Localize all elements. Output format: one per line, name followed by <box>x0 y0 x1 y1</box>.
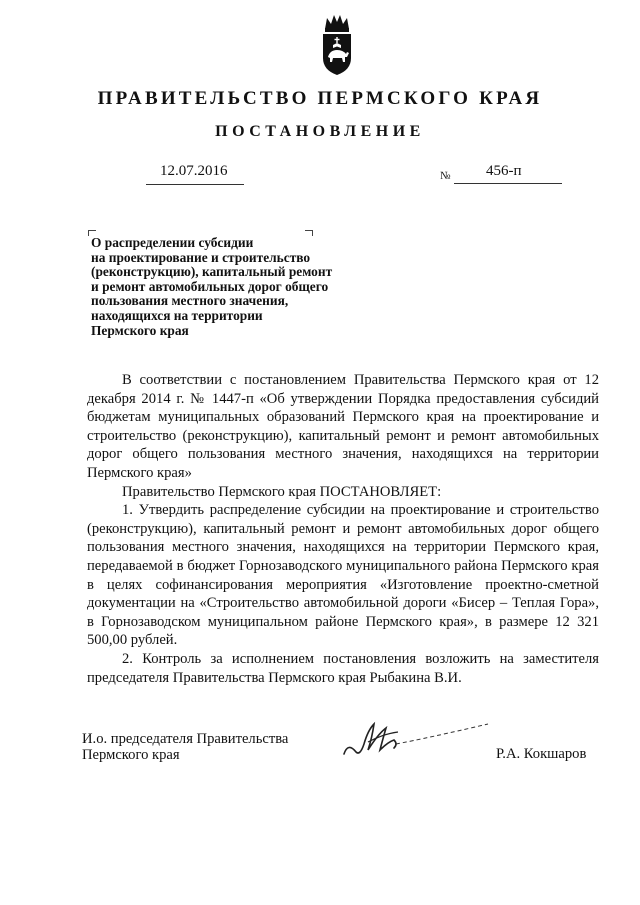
handwritten-signature <box>338 712 498 762</box>
signer-name: Р.А. Кокшаров <box>496 746 587 762</box>
document-date-field <box>146 163 244 185</box>
organization-title: ПРАВИТЕЛЬСТВО ПЕРМСКОГО КРАЯ <box>97 88 543 109</box>
signer-position: И.о. председателя Правительства Пермского края <box>82 731 289 763</box>
preamble-paragraph: В соответствии с постановлением Правительства Пермского края от 12 декабря 2014 г. № 1447-п «Об утверждении Порядка предоставления субсидий бюджетам муниципальных образований Пермского края на проектирование и строительство (реконструкцию), капитальный ремонт и ремонт автомобильных дорог общего пользования местного значения, находящихся на территории Пермского края» <box>87 372 599 481</box>
document-number: 456-п <box>486 163 522 179</box>
resolution-statement: Правительство Пермского края ПОСТАНОВЛЯЕТ: <box>122 483 442 500</box>
clause-1: 1. Утвердить распределение субсидии на проектирование и строительство (реконструкцию), капитальный ремонт и ремонт автомобильных дорог общего пользования местного значения, находящихся на территории Пермского края, передаваемой в бюджет Горнозаводского муниципального района Пермского края в целях софинансирования мероприятия «Изготовление проектно-сметной документации на «Строительство автомобильной дороги «Бисер – Теплая Гора», в Горнозаводском муниципальном районе Пермского края», в размере 12 321 500,00 рублей. <box>87 502 599 649</box>
document-body <box>87 371 599 687</box>
number-sign: № <box>440 170 451 182</box>
document-date: 12.07.2016 <box>160 163 228 179</box>
clause-2: 2. Контроль за исполнением постановления возложить на заместителя председателя Правительства Пермского края Рыбакина В.И. <box>87 650 599 686</box>
perm-krai-coat-of-arms-icon <box>316 12 358 78</box>
document-number-field <box>454 163 562 184</box>
document-type: ПОСТАНОВЛЕНИЕ <box>215 123 425 140</box>
document-subject: О распределении субсидии на проектирование и строительство (реконструкцию), капитальный ремонт и ремонт автомобильных дорог общего пользования местного значения, находящихся на территории Пермского края <box>91 235 333 338</box>
